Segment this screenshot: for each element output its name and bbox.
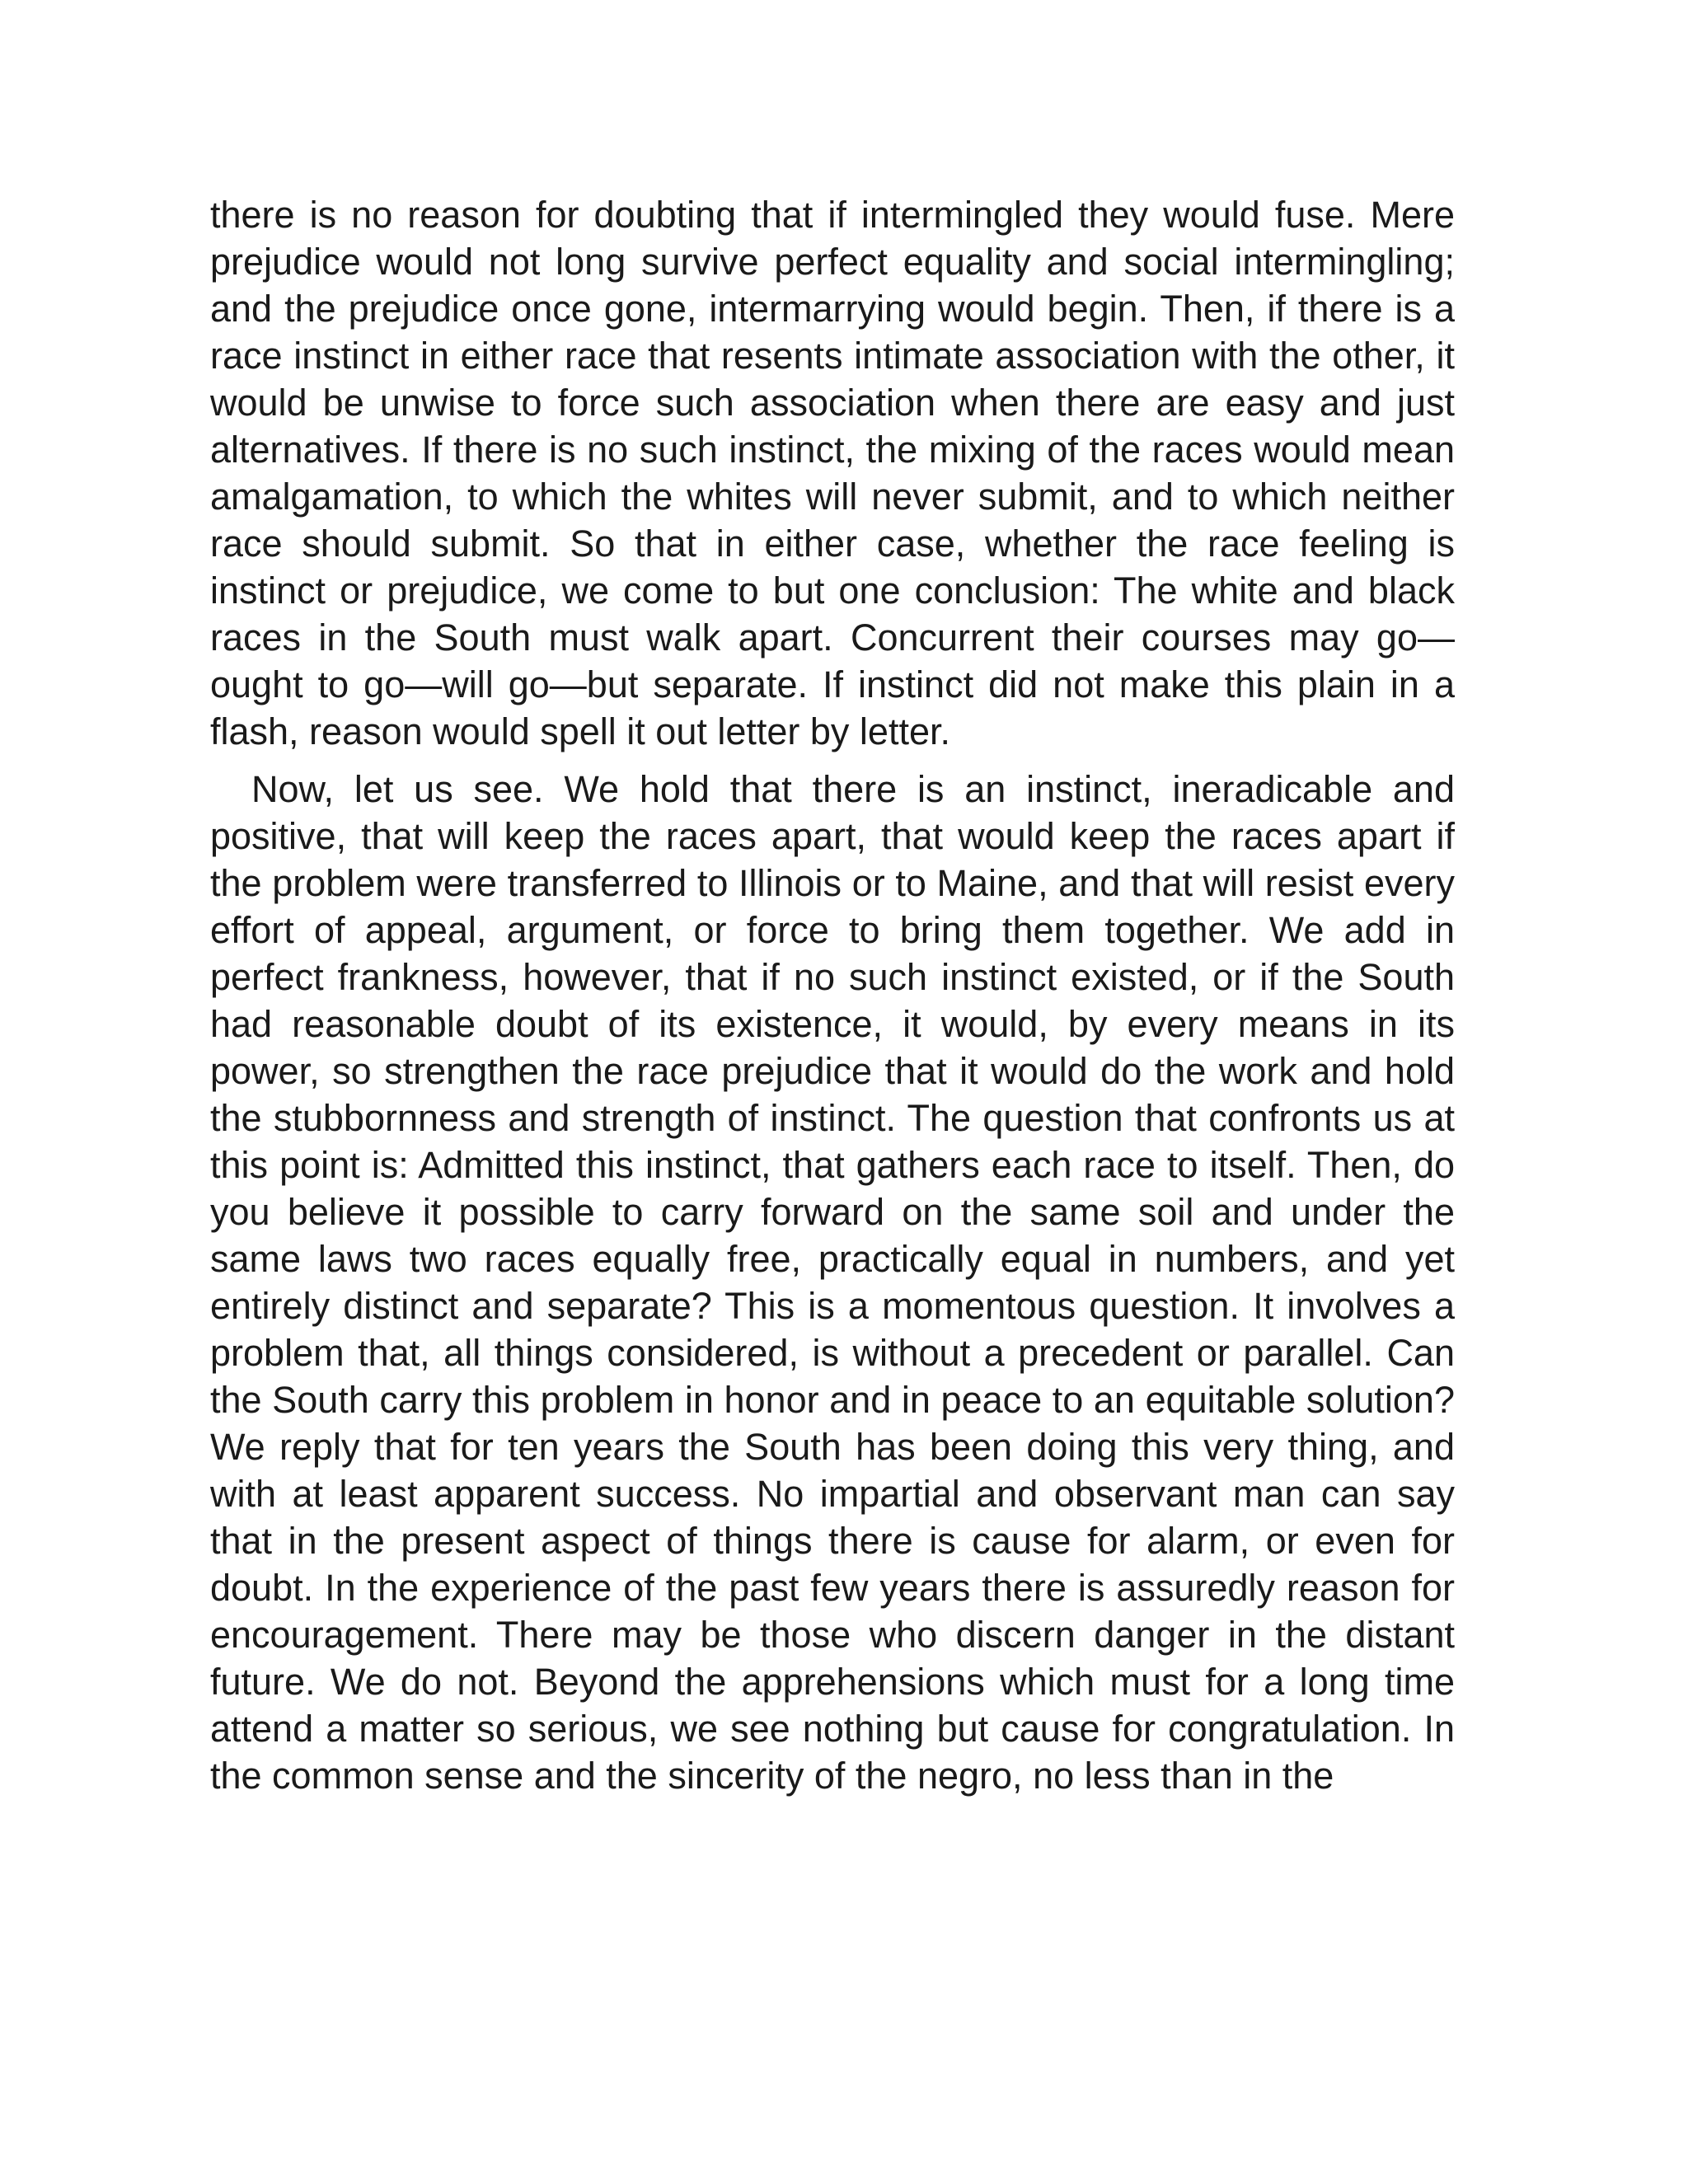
paragraph-1: there is no reason for doubting that if intermingled they would fuse. Mere prejudice would not long survive perfect equality and social intermingling; and the prejudice once gone, intermarrying would begin. Then, if there is a race instinct in either race that resents intimate association with the other, it would be unwise to force such association when there are easy and just alternatives. If there is no such instinct, the mixing of the races would mean amalgamation, to which the whites will never submit, and to which neither race should submit. So that in either case, whether the race feeling is instinct or prejudice, we come to but one conclusion: The white and black races in the South must walk apart. Concurrent their courses may go—ought to go—will go—but separate. If instinct did not make this plain in a flash, reason would spell it out letter by letter. bbox=[210, 194, 1455, 752]
body-text bbox=[210, 191, 1455, 1799]
paragraph-2: Now, let us see. We hold that there is an instinct, ineradicable and positive, that will keep the races apart, that would keep the races apart if the problem were transferred to Illinois or to Maine, and that will resist every effort of appeal, argument, or force to bring them together. We add in perfect frankness, however, that if no such instinct existed, or if the South had reasonable doubt of its existence, it would, by every means in its power, so strengthen the race prejudice that it would do the work and hold the stubbornness and strength of instinct. The question that confronts us at this point is: Admitted this instinct, that gathers each race to itself. Then, do you believe it possible to carry forward on the same soil and under the same laws two races equally free, practically equal in numbers, and yet entirely distinct and separate? This is a momentous question. It involves a problem that, all things considered, is without a precedent or parallel. Can the South carry this problem in honor and in peace to an equitable solution? We reply that for ten years the South has been doing this very thing, and with at least apparent success. No impartial and observant man can say that in the present aspect of things there is cause for alarm, or even for doubt. In the experience of the past few years there is assuredly reason for encouragement. There may be those who discern danger in the distant future. We do not. Beyond the apprehensions which must for a long time attend a matter so serious, we see nothing but cause for congratulation. In the common sense and the sincerity of the negro, no less than in the bbox=[210, 768, 1455, 1797]
